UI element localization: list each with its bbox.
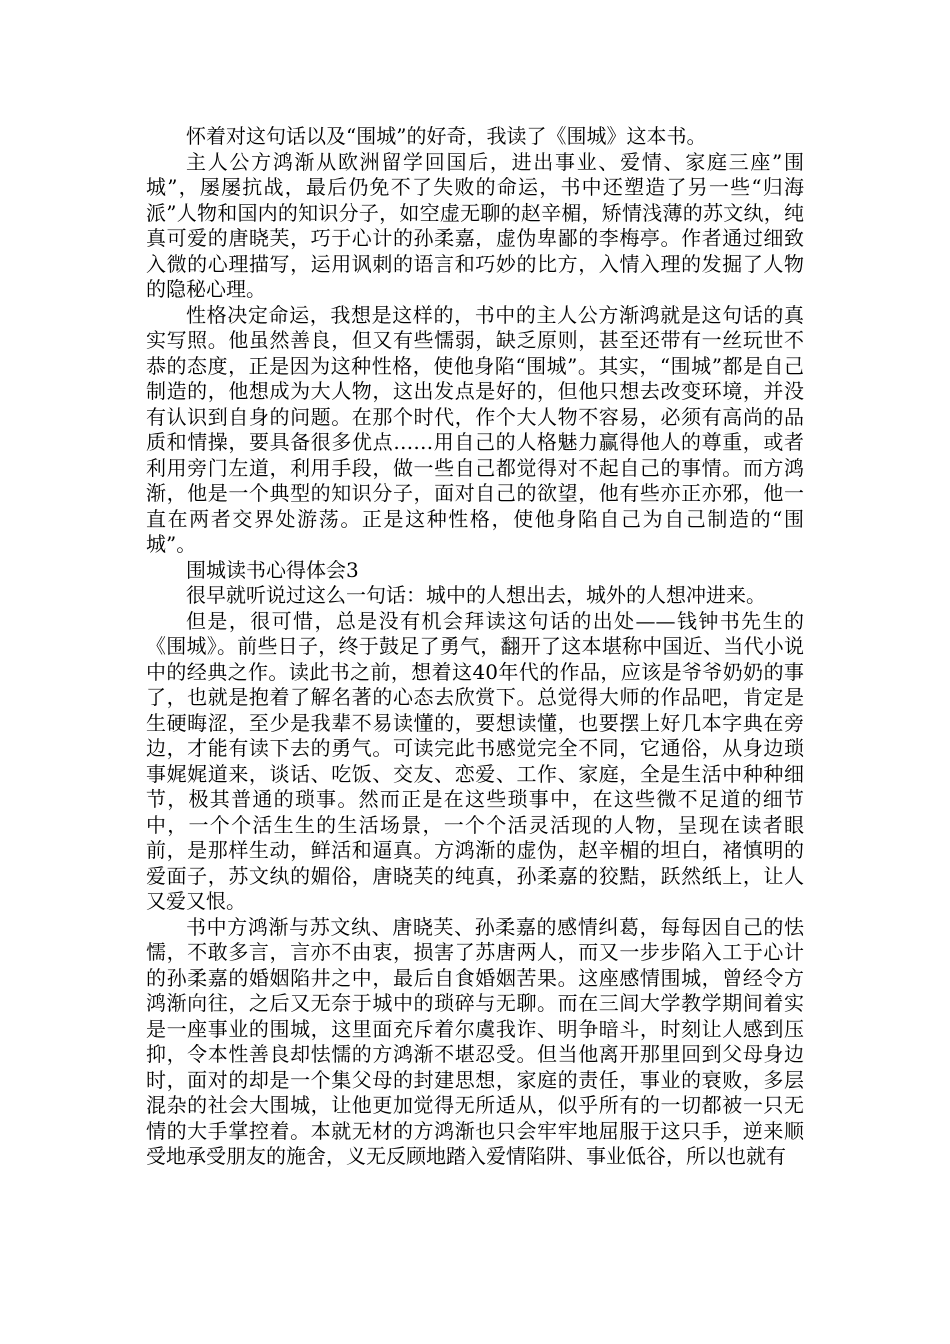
paragraph: 怀着对这句话以及“围城”的好奇，我读了《围城》这本书。 (186, 124, 707, 148)
paragraph: 性格决定命运，我想是这样的，书中的主人公方渐鸿就是这句话的真实写照。他虽然善良，但又有些懦弱，缺乏原则，甚至还带有一丝玩世不恭的态度，正是因为这种性格，使他身陷“围城”。其实，“围城”都是自己制造的，他想成为大人物，这出发点是好的，但他只想去改变环境，并没有认识到自身的问题。在那个时代，作个大人物不容易，必须有高尚的品质和情操，要具备很多优点……用自己的人格魅力赢得他人的尊重，或者利用旁门左道，利用手段，做一些自己都觉得对不起自己的事情。而方鸿渐，他是一个典型的知识分子，面对自己的欲望，他有些亦正亦邪，他一直在两者交界处游荡。正是这种性格，使他身陷自己为自己制造的“围城”。 (146, 302, 804, 556)
paragraph: 很早就听说过这么一句话：城中的人想出去，城外的人想冲进来。 (186, 583, 766, 607)
paragraph: 主人公方鸿渐从欧洲留学回国后，进出事业、爱情、家庭三座”围城”，屡屡抗战，最后仍免不了失败的命运，书中还塑造了另一些“归海派”人物和国内的知识分子，如空虚无聊的赵辛楣，矫情浅薄的苏文纨，纯真可爱的唐晓芙，巧于心计的孙柔嘉，虚伪卑鄙的李梅亭。作者通过细致入微的心理描写，运用讽刺的语言和巧妙的比方，入情入理的发掘了人物的隐秘心理。 (146, 149, 804, 301)
section-heading: 围城读书心得体会3 (186, 557, 359, 582)
paragraph: 书中方鸿渐与苏文纨、唐晓芙、孙柔嘉的感情纠葛，每每因自己的怯懦，不敢多言，言亦不由衷，损害了苏唐两人，而又一步步陷入工于心计的孙柔嘉的婚姻陷井之中，最后自食婚姻苦果。这座感情围城，曾经令方鸿渐向往，之后又无奈于城中的琐碎与无聊。而在三闾大学教学期间着实是一座事业的围城，这里面充斥着尔虞我诈、明争暗斗，时刻让人感到压抑，令本性善良却怯懦的方鸿渐不堪忍受。但当他离开那里回到父母身边时，面对的却是一个集父母的封建思想，家庭的责任，事业的衰败，多层混杂的社会大围城，让他更加觉得无所适从，似乎所有的一切都被一只无情的大手掌控着。本就无材的方鸿渐也只会牢牢地屈服于这只手，逆来顺受地承受朋友的施舍，义无反顾地踏入爱情陷阱、事业低谷，所以也就有 (146, 914, 804, 1168)
document-body (146, 124, 804, 1170)
paragraph: 但是，很可惜，总是没有机会拜读这句话的出处——钱钟书先生的《围城》。前些日子，终于鼓足了勇气，翻开了这本堪称中国近、当代小说中的经典之作。读此书之前，想着这40年代的作品，应该是爷爷奶奶的事了，也就是抱着了解名著的心态去欣赏下。总觉得大师的作品吧，肯定是生硬晦涩，至少是我辈不易读懂的，要想读懂，也要摆上好几本字典在旁边，才能有读下去的勇气。可读完此书感觉完全不同，它通俗，从身边琐事娓娓道来，谈话、吃饭、交友、恋爱、工作、家庭，全是生活中种种细节，极其普通的琐事。然而正是在这些琐事中，在这些微不足道的细节中，一个个活生生的生活场景，一个个活灵活现的人物，呈现在读者眼前，是那样生动，鲜活和逼真。方鸿渐的虚伪，赵辛楣的坦白，褚慎明的爱面子，苏文纨的媚俗，唐晓芙的纯真，孙柔嘉的狡黠，跃然纸上，让人又爱又恨。 (146, 608, 804, 913)
